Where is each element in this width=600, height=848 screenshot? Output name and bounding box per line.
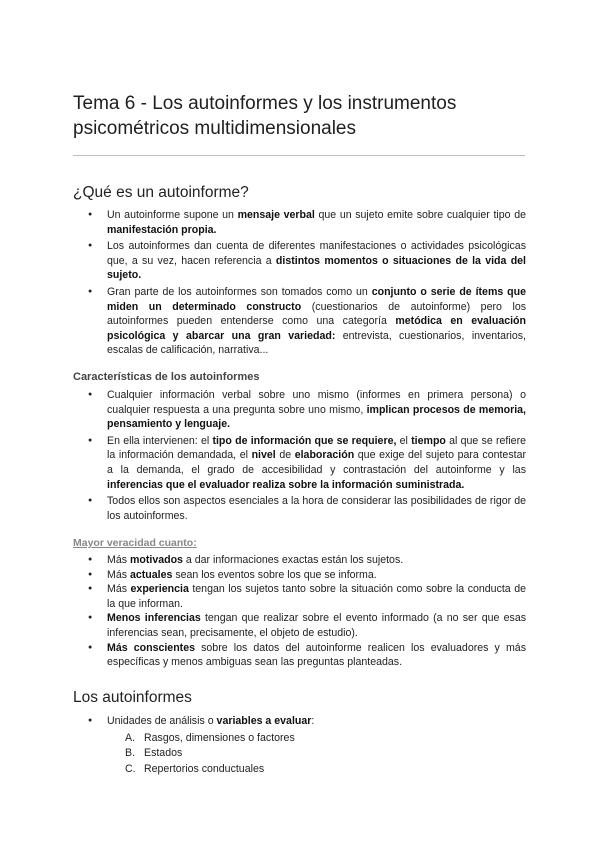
subheading-caracteristicas: Características de los autoinformes [73,371,260,383]
list-mayor-veracidad [73,553,526,670]
sub-list-item: B. Estados [125,747,183,760]
list-que-es [73,208,526,360]
list-item: ● Menos inferencias tengan que realizar sobre el evento informado (a no ser que esas inferencias sean, precisamente, el objeto de estudio). [73,611,526,640]
section-heading-que-es: ¿Qué es un autoinforme? [73,184,249,201]
list-caracteristicas [73,388,526,525]
sub-list-item: A. Rasgos, dimensiones o factores [125,731,295,744]
section-heading-los-autoinformes: Los autoinformes [73,689,192,706]
page-title: Tema 6 - Los autoinformes y los instrumentos psicométricos multidimensionales [73,93,457,139]
sub-list-item: C. Repertorios conductuales [125,762,265,775]
title-divider [73,155,525,156]
list-item: ● Los autoinformes dan cuenta de diferentes manifestaciones o actividades psicológicas que, a su vez, hacen referencia a distintos momentos o situaciones de la vida del sujeto. [73,239,526,283]
list-item: ● Más experiencia tengan los sujetos tanto sobre la situación como sobre la conducta de la que informan. [73,582,526,611]
list-item: ● Cualquier información verbal sobre uno mismo (informes en primera persona) o cualquier respuesta a una pregunta sobre uno mismo, implican procesos de memoria, pensamiento y lenguaje. [73,388,526,432]
list-item: ● En ella intervienen: el tipo de información que se requiere, el tiempo al que se refiere la información demandada, el nivel de elaboración que exige del sujeto para contestar a la demanda, el grado de accesibilidad y contrastación del autoinforme y las inferencias que el evaluador realiza sobre la información suministrada. [73,434,526,492]
list-item: ● Todos ellos son aspectos esenciales a la hora de considerar las posibilidades de rigor de los autoinformes. [73,494,526,523]
list-item: ● Un autoinforme supone un mensaje verbal que un sujeto emite sobre cualquier tipo de manifestación propia. [73,208,526,237]
list-item: ● Unidades de análisis o variables a evaluar: A. Rasgos, dimensiones o factores B. Estados C. Repertorios conductuales [73,714,526,777]
list-los-autoinformes [73,714,526,779]
sub-list [125,731,526,778]
list-item: ● Más conscientes sobre los datos del autoinforme realicen los evaluadores y más específicas y menos ambiguas sean las preguntas planteadas. [73,641,526,670]
list-item: ● Más actuales sean los eventos sobre los que se informa. [73,568,526,583]
list-item: ● Más motivados a dar informaciones exactas están los sujetos. [73,553,526,568]
subheading-mayor-veracidad: Mayor veracidad cuanto: [73,537,197,549]
list-item: ● Gran parte de los autoinformes son tomados como un conjunto o serie de ítems que miden un determinado constructo (cuestionarios de autoinforme) pero los autoinformes pueden entenderse como una categoría metódica en evaluación psicológica y abarcar una gran variedad: entrevista, cuestionarios, inventarios, escalas de calificación, narrativa... [73,285,526,358]
